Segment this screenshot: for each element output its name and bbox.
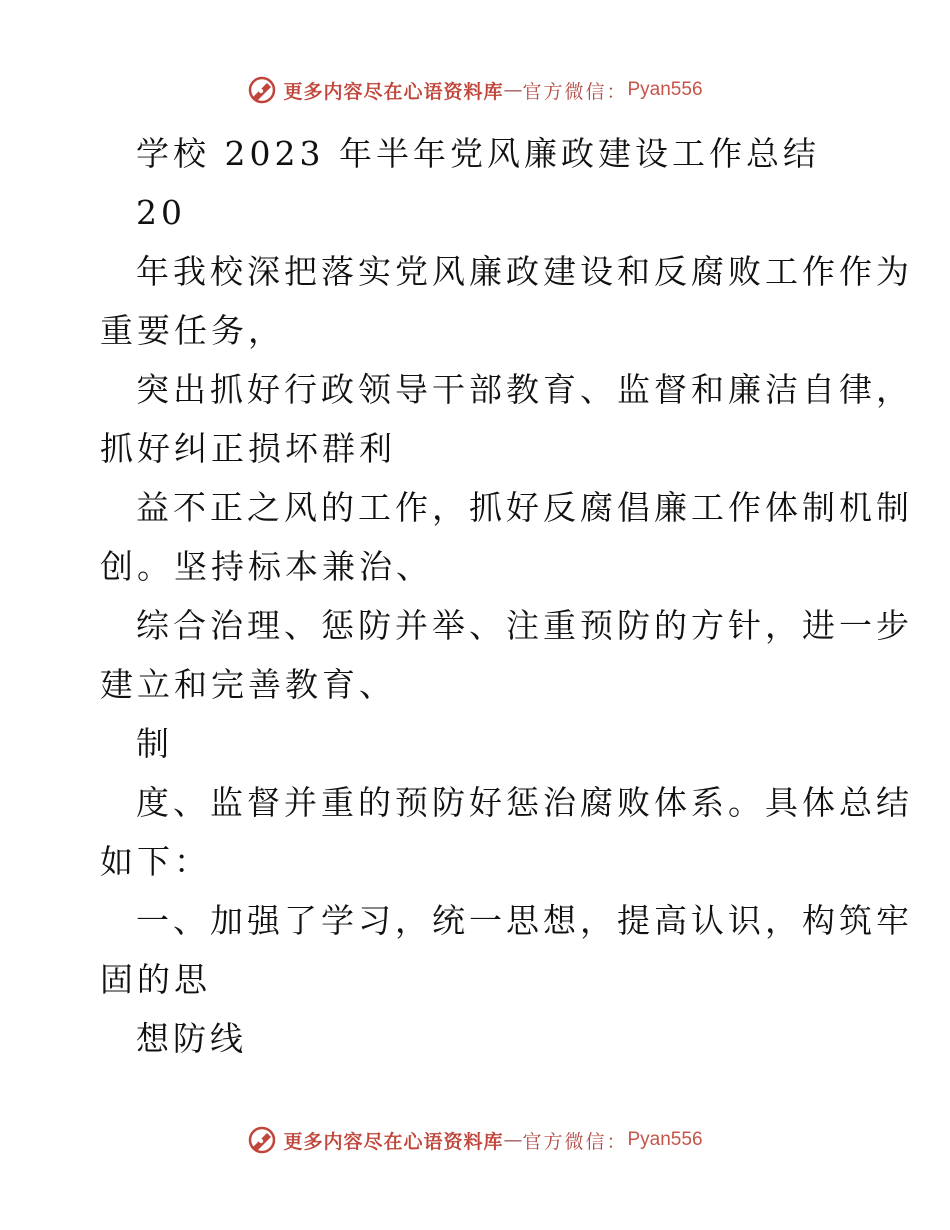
text-line: 突出抓好行政领导干部教育、监督和廉洁自律，	[136, 370, 913, 409]
pen-logo-icon	[247, 1125, 277, 1155]
text-line: 度、监督并重的预防好惩治腐败体系。具体总结	[136, 783, 913, 822]
header-watermark-banner	[0, 70, 950, 110]
text-line: 益不正之风的工作，抓好反腐倡廉工作体制机制	[136, 488, 913, 527]
banner-wechat-label: 官方微信：	[522, 80, 628, 103]
text-line: 制	[136, 724, 173, 763]
text-line: 建立和完善教育、	[100, 665, 396, 704]
text-line: 重要任务，	[100, 311, 285, 350]
section-heading: 一、加强了学习，统一思想，提高认识，构筑牢	[136, 901, 913, 940]
footer-watermark-banner	[0, 1120, 950, 1160]
text-line: 20	[136, 193, 186, 232]
banner-separator: —	[503, 1129, 523, 1151]
pen-logo-icon	[247, 75, 277, 105]
banner-wechat-id: Pyan556	[627, 79, 703, 100]
text-line: 抓好纠正损坏群利	[100, 429, 396, 468]
text-line: 创。坚持标本兼治、	[100, 547, 433, 586]
text-line: 固的思	[100, 960, 211, 999]
text-line: 综合治理、惩防并举、注重预防的方针，进一步	[136, 606, 913, 645]
banner-brand-text: 更多内容尽在心语资料库	[283, 80, 504, 103]
banner-brand-text: 更多内容尽在心语资料库	[283, 1130, 504, 1153]
text-line: 如下：	[100, 842, 211, 881]
text-line: 想防线	[136, 1019, 247, 1058]
text-line: 年我校深把落实党风廉政建设和反腐败工作作为	[136, 252, 913, 291]
banner-wechat-label: 官方微信：	[522, 1130, 628, 1153]
banner-separator: —	[503, 79, 523, 101]
document-body	[100, 124, 913, 1068]
banner-wechat-id: Pyan556	[627, 1129, 703, 1150]
document-title: 学校 2023 年半年党风廉政建设工作总结	[136, 134, 820, 173]
